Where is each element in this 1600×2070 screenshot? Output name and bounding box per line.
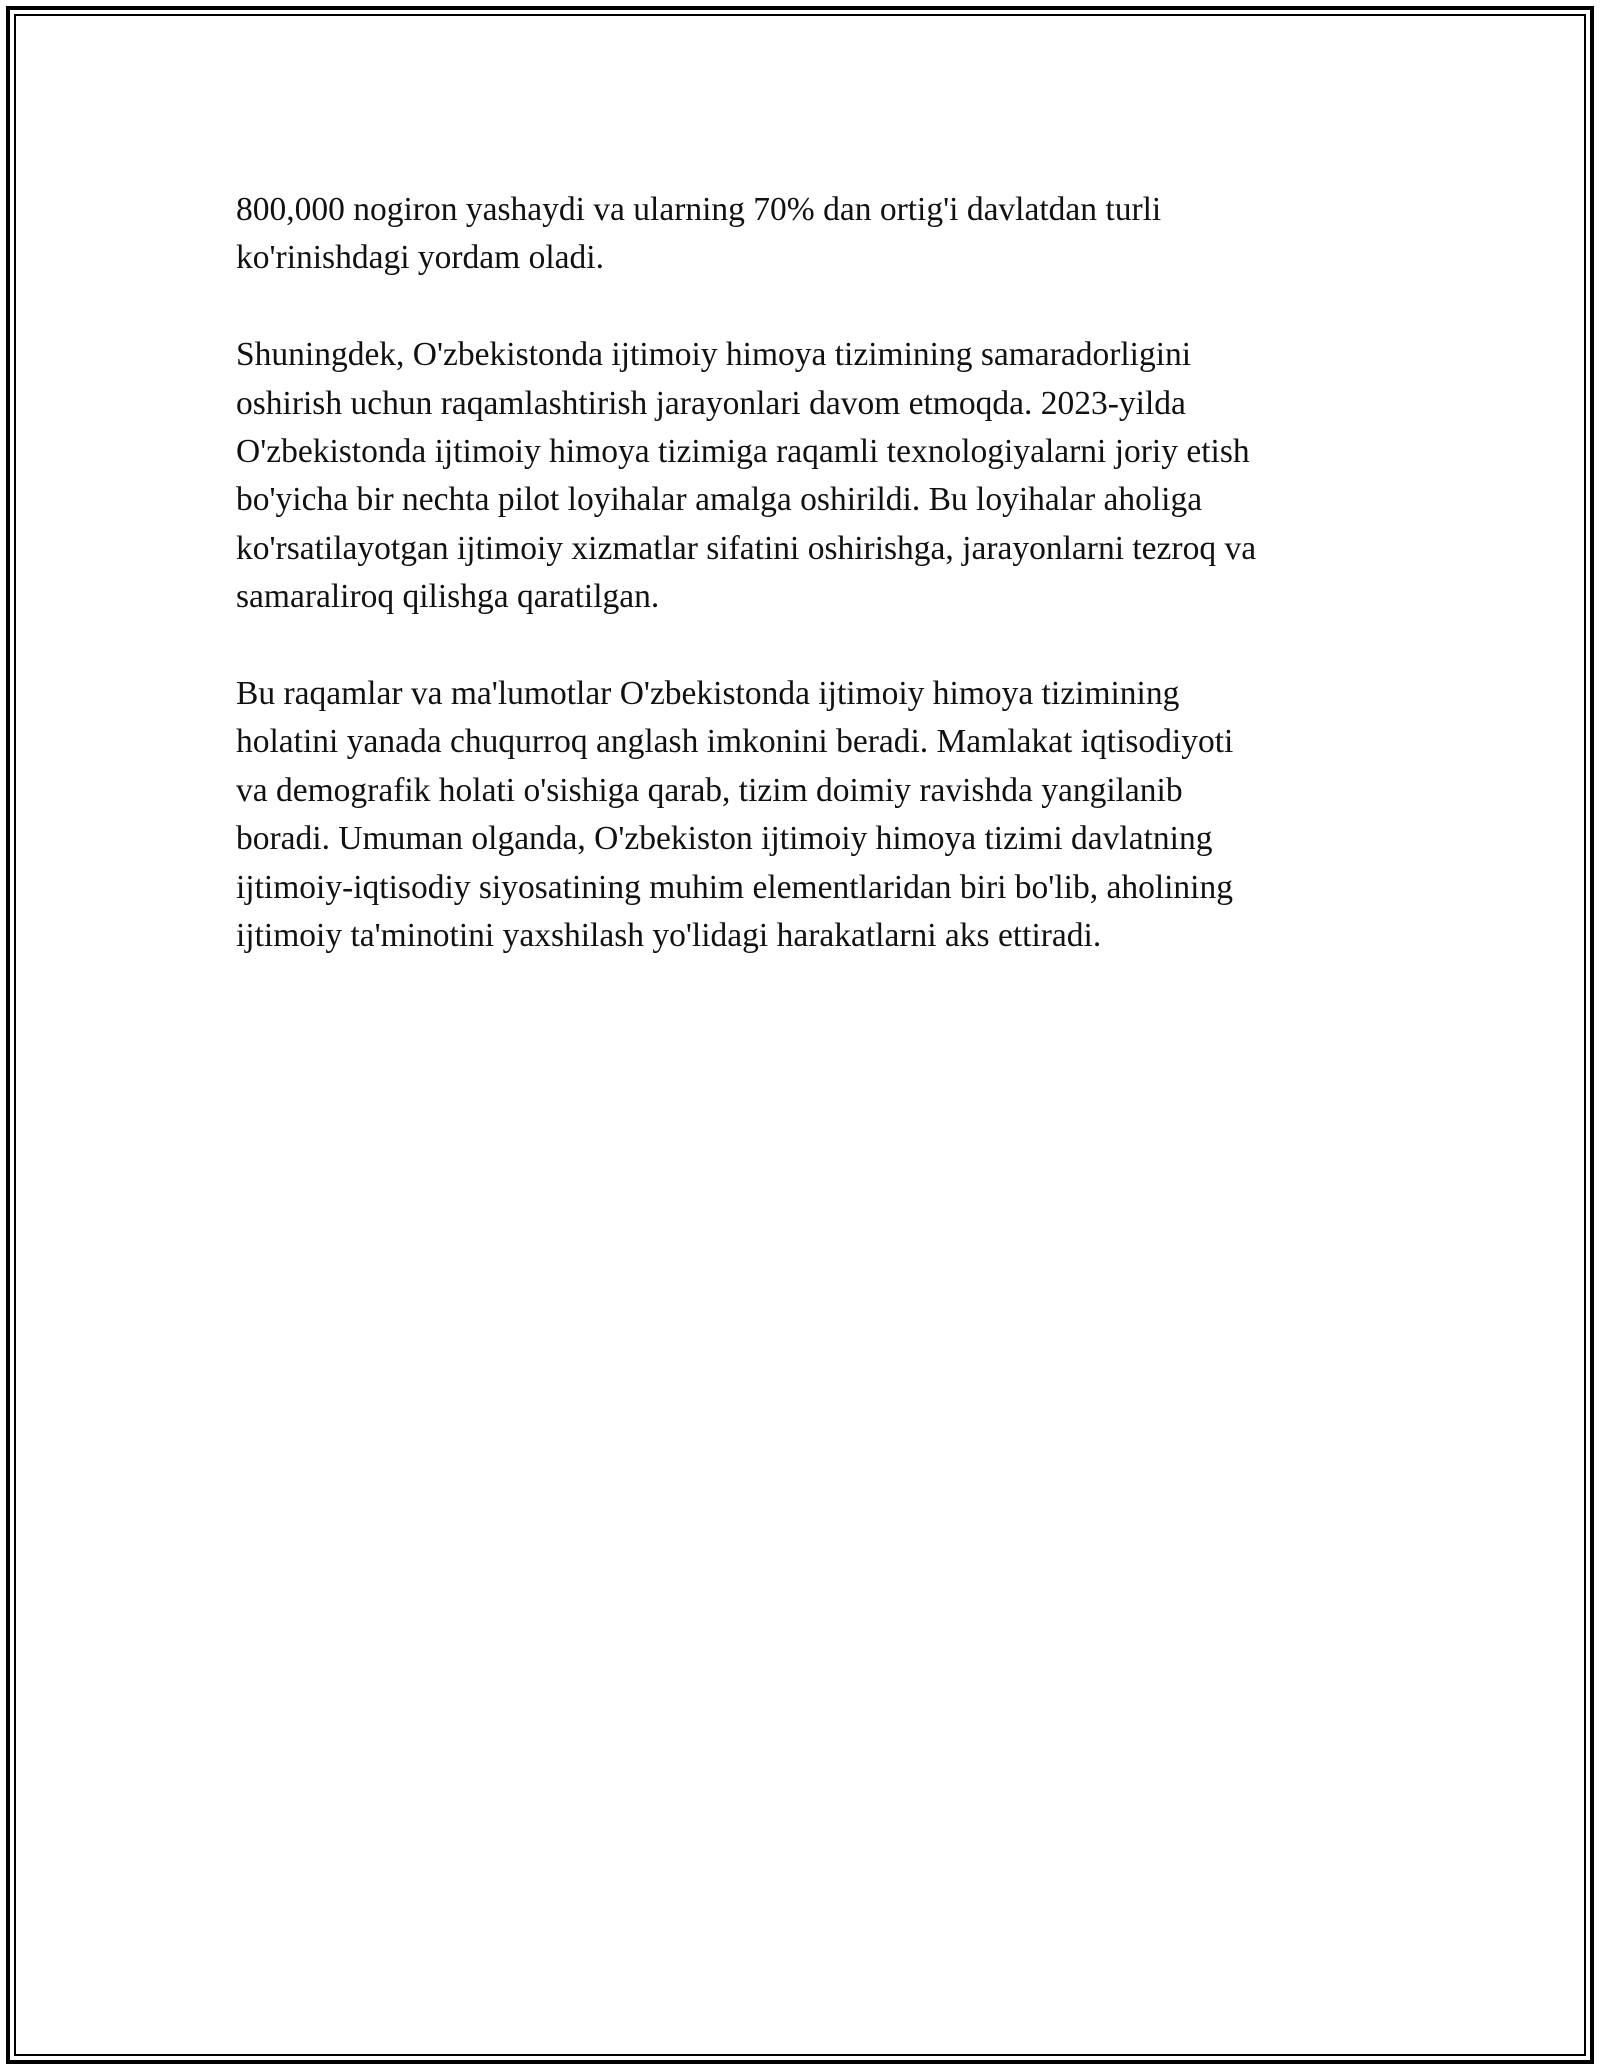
paragraph-1: 800,000 nogiron yashaydi va ularning 70% dan ortig'i davlatdan turli ko'rinishdagi yordam oladi. <box>236 191 1162 277</box>
paragraph-3: Bu raqamlar va ma'lumotlar O'zbekistonda ijtimoiy himoya tizimining holatini yanada chuqurroq anglash imkonini beradi. Mamlakat iqtisodiyoti va demografik holati o'sishiga qarab, tizim doimiy ravishda yangilanib boradi. Umuman olganda, O'zbekiston ijtimoiy himoya tizimi davlatning ijtimoiy-iqtisodiy siyosatining muhim elementlaridan biri bo'lib, aholining ijtimoiy ta'minotini yaxshilash yo'lidagi harakatlarni aks ettiradi. <box>236 675 1234 955</box>
paragraph-2: Shuningdek, O'zbekistonda ijtimoiy himoya tizimining samaradorligini oshirish uchun raqamlashtirish jarayonlari davom etmoqda. 2023-yilda O'zbekistonda ijtimoiy himoya tizimiga raqamli texnologiyalarni joriy etish bo'yicha bir nechta pilot loyihalar amalga oshirildi. Bu loyihalar aholiga ko'rsatilayotgan ijtimoiy xizmatlar sifatini oshirishga, jarayonlarni tezroq va samaraliroq qilishga qaratilgan. <box>236 336 1257 616</box>
document-body <box>236 186 1366 1009</box>
